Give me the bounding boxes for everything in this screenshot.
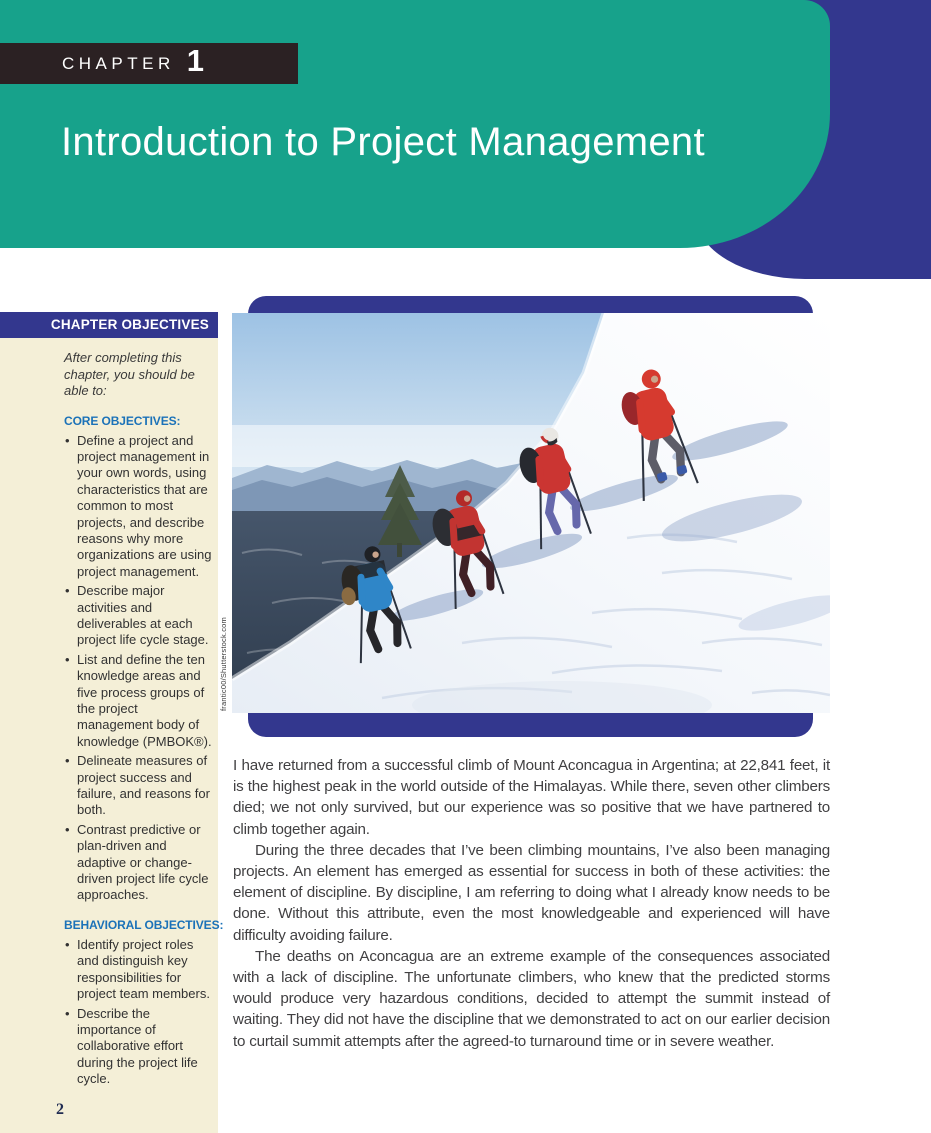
behavioral-objectives-heading: BEHAVIORAL OBJECTIVES: bbox=[64, 917, 224, 932]
core-objectives-heading: CORE OBJECTIVES: bbox=[64, 413, 181, 428]
sidebar-header: CHAPTER OBJECTIVES bbox=[0, 312, 218, 338]
list-item: • Contrast predictive or plan-driven and adaptive or change-driven project life cycle approaches. bbox=[64, 822, 212, 904]
chapter-label: CHAPTER bbox=[62, 53, 175, 73]
body-paragraph: I have returned from a successful climb of Mount Aconcagua in Argentina; at 22,841 feet, it is the highest peak in the world outside of the Himalayas. While there, seven other climbers died; we not only survived, but our experience was so positive that we have partnered to climb together again. bbox=[233, 757, 830, 838]
body-paragraph: During the three decades that I’ve been climbing mountains, I’ve also been managing projects. An element has emerged as essential for success in both of these activities: the element of discipline. By discipline, I am referring to doing what I already know needs to be done. Without this attribute, even the most knowledgeable and experienced will have difficulty avoiding failure. bbox=[233, 841, 830, 944]
list-item: • Describe major activities and deliverables at each project life cycle stage. bbox=[64, 583, 212, 649]
chapter-number: 1 bbox=[186, 43, 204, 78]
list-item: • Define a project and project management in your own words, using characteristics that are common to most projects, and describe reasons why more organizations are using project management. bbox=[64, 433, 212, 581]
chapter-intro-text bbox=[233, 755, 830, 1052]
climbers-photo bbox=[232, 313, 830, 713]
body-paragraph: The deaths on Aconcagua are an extreme example of the consequences associated with a lack of discipline. The unfortunate climbers, who knew that the predicted storms would produce very hazardous conditions, decided to attempt the summit instead of waiting. They did not have the discipline that we demonstrated to act on our earlier decision to curtail summit attempts after the agreed-to turnaround time or in severe weather. bbox=[233, 947, 830, 1050]
list-item: • Delineate measures of project success and failure, and reasons for both. bbox=[64, 753, 212, 819]
list-item: • Describe the importance of collaborative effort during the project life cycle. bbox=[64, 1006, 212, 1088]
page-number: 2 bbox=[56, 1101, 64, 1118]
chapter-header bbox=[0, 0, 830, 248]
list-item: • Identify project roles and distinguish key responsibilities for project team members. bbox=[64, 937, 212, 1003]
list-item: • List and define the ten knowledge areas and five process groups of the project management body of knowledge (PMBOK®). bbox=[64, 652, 212, 750]
behavioral-objectives-list bbox=[64, 937, 212, 1088]
chapter-banner bbox=[0, 43, 298, 84]
page-title: Introduction to Project Management bbox=[61, 120, 705, 164]
core-objectives-list bbox=[64, 433, 212, 904]
photo-credit: frantic00/Shutterstock.com bbox=[219, 617, 228, 711]
sidebar-intro: After completing this chapter, you should be able to: bbox=[64, 350, 195, 398]
